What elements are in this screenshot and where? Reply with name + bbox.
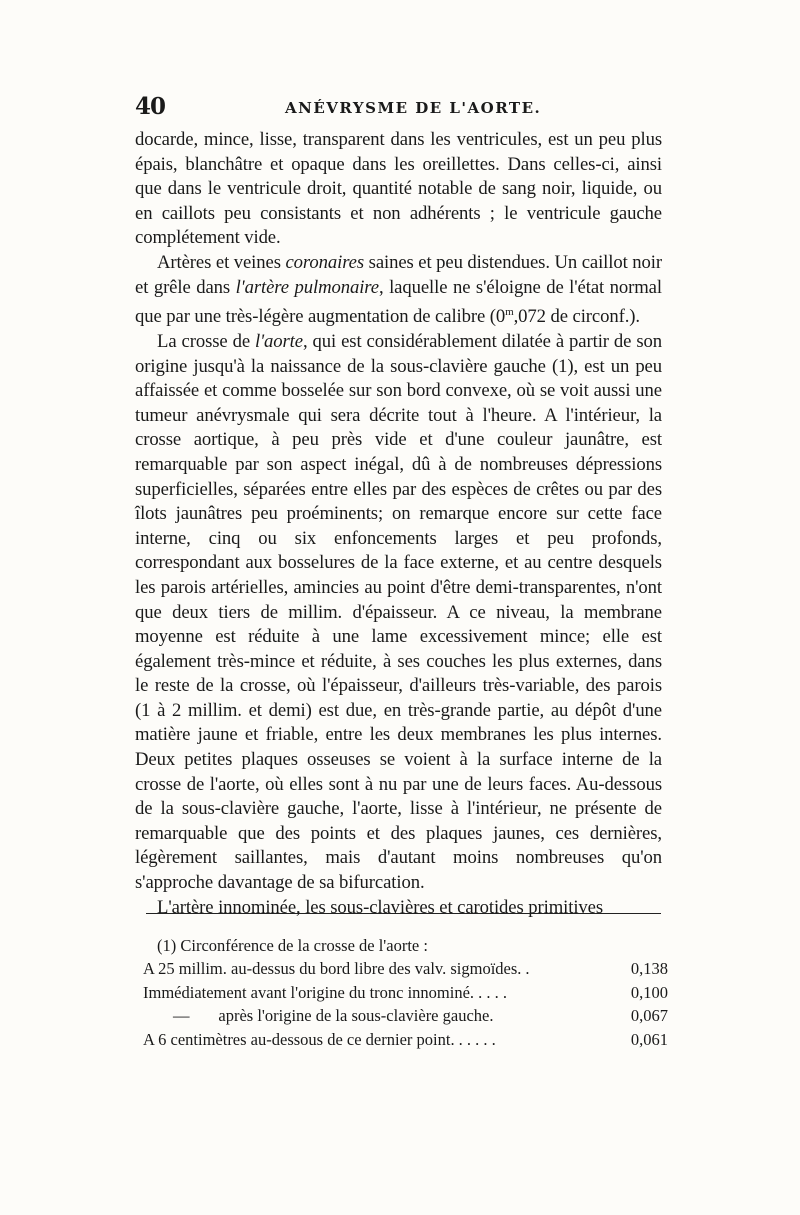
footnote bbox=[143, 934, 668, 1051]
measurement-value: 0,138 bbox=[630, 959, 668, 979]
unit-superscript: m bbox=[505, 306, 514, 319]
page-header bbox=[135, 93, 662, 123]
measurement-value: 0,067 bbox=[630, 1006, 668, 1026]
page-number: 40 bbox=[135, 93, 166, 120]
measurement-value: 0,061 bbox=[630, 1029, 668, 1049]
term-artere-pulmonaire: l'artère pulmonaire bbox=[235, 276, 379, 298]
footnote-intro: (1) Circonférence de la crosse de l'aorte : bbox=[157, 936, 428, 955]
term-aorte: l'aorte bbox=[255, 330, 303, 352]
footnote-row: Immédiatement avant l'origine du tronc innominé. . . . . 0,100 bbox=[143, 981, 668, 1004]
paragraph-1: docarde, mince, lisse, transparent dans les ventricules, est un peu plus épais, blanchâtre et opaque dans les oreillettes. Dans celles-ci, ainsi que dans le ventricule droit, quantité notable de sang noir, liquide, ou en caillots peu consistants et non adhérents ; le ventricule gauche complétement vide. bbox=[135, 129, 662, 249]
paragraph-4: L'artère innominée, les sous-clavières et carotides primitives bbox=[157, 896, 604, 918]
footnote-row: A 25 millim. au-dessus du bord libre des valv. sigmoïdes. . 0,138 bbox=[143, 957, 668, 980]
paragraph-2: Artères et veines coronaires saines et peu distendues. Un caillot noir et grêle dans l'artère pulmonaire, laquelle ne s'éloigne de l'état normal que par une très-légère augmentation de calibre (0$^m$,072 de circonf.). bbox=[135, 251, 662, 328]
body-text bbox=[135, 128, 662, 920]
measurement-value: 0,100 bbox=[630, 982, 668, 1002]
footnote-row: A 6 centimètres au-dessous de ce dernier point. . . . . . 0,061 bbox=[143, 1028, 668, 1051]
footnote-separator bbox=[146, 913, 661, 914]
paragraph-3: La crosse de l'aorte, qui est considérablement dilatée à partir de son origine jusqu'à la naissance de la sous-clavière gauche (1), est un peu affaissée et comme bosselée sur son bord convexe, où se voit aussi une tumeur anévrysmale qui sera décrite tout à l'heure. A l'intérieur, la crosse aortique, à peu près vide et d'une couleur jaunâtre, est remarquable par son aspect inégal, dû à de nombreuses dépressions superficielles, séparées entre elles par des espèces de crêtes ou par des îlots jaunâtres peu proéminents; on remarque encore sur cette face interne, cinq ou six enfoncements larges et peu profonds, correspondant aux bosselures de la face externe, et au centre desquels les parois artérielles, amincies au point d'être demi-transparentes, n'ont que deux tiers de millim. d'épaisseur. A ce niveau, la membrane moyenne est réduite à une lame excessivement mince; elle est également très-mince et réduite, à ses couches les plus externes, dans le reste de la crosse, où l'épaisseur, d'ailleurs très-variable, des parois (1 à 2 millim. et demi) est due, en très-grande partie, au dépôt d'une matière jaune et friable, entre les deux membranes les plus internes. Deux petites plaques osseuses se voient à la surface interne de la crosse de l'aorte, où elles sont à nu par une de leurs faces. Au-dessous de la sous-clavière gauche, l'aorte, lisse à l'intérieur, ne présente de remarquable que des points et des plaques jaunes, ces dernières, légèrement saillantes, mais d'autant moins nombreuses qu'on s'approche davantage de sa bifurcation. bbox=[135, 330, 662, 894]
footnote-row: — après l'origine de la sous-clavière gauche. 0,067 bbox=[143, 1004, 668, 1027]
running-title: ANÉVRYSME DE L'AORTE. bbox=[285, 99, 542, 117]
term-coronaires: coronaires bbox=[285, 251, 365, 273]
